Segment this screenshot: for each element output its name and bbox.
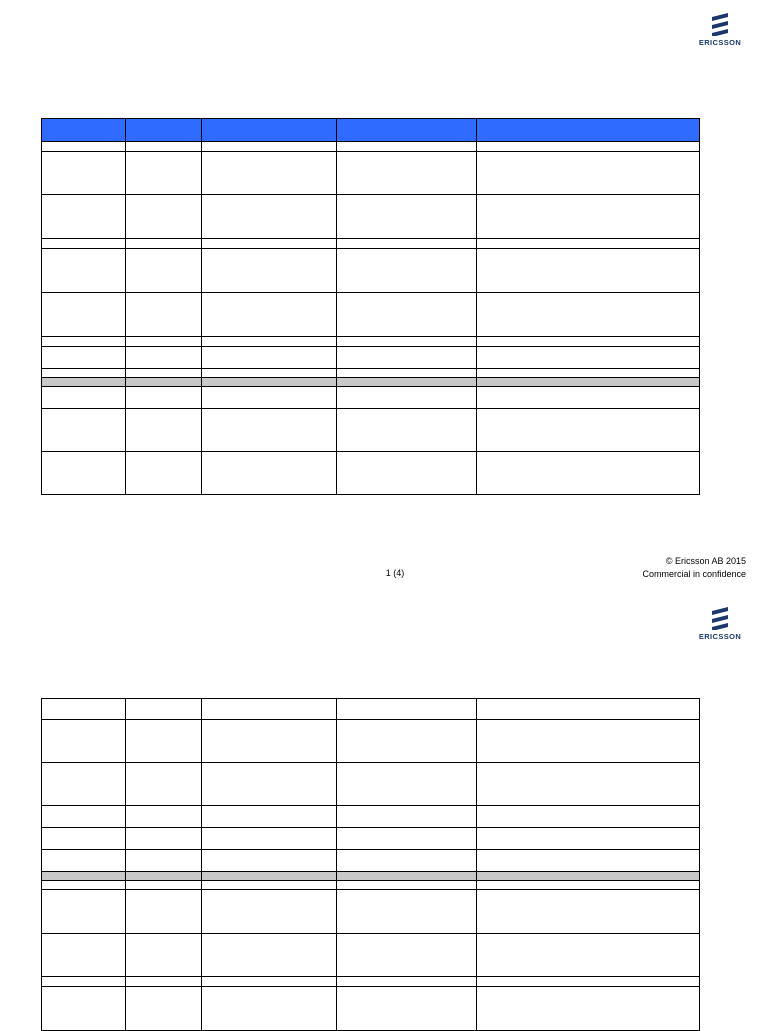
table-cell	[42, 977, 126, 987]
table-row	[42, 347, 700, 369]
table-row	[42, 934, 700, 977]
table-row	[42, 699, 700, 720]
table-cell	[202, 142, 337, 152]
table-cell	[42, 142, 126, 152]
table-cell	[477, 806, 700, 828]
table-row	[42, 409, 700, 452]
table-cell	[337, 239, 477, 249]
table-cell	[42, 152, 126, 195]
table-cell	[202, 720, 337, 763]
ericsson-logo	[696, 606, 744, 646]
table-cell	[126, 763, 202, 806]
table-cell	[477, 720, 700, 763]
table-cell	[42, 293, 126, 337]
table-cell	[477, 195, 700, 239]
table-cell	[126, 152, 202, 195]
table-cell	[202, 890, 337, 934]
table-cell	[477, 763, 700, 806]
table-cell	[42, 452, 126, 495]
header-cell	[42, 119, 126, 142]
table-cell	[126, 239, 202, 249]
table-cell	[337, 872, 477, 881]
table-cell	[337, 699, 477, 720]
table-row	[42, 337, 700, 347]
table-cell	[337, 152, 477, 195]
table-cell	[477, 890, 700, 934]
table-cell	[42, 872, 126, 881]
table-cell	[337, 828, 477, 850]
table-cell	[126, 699, 202, 720]
table-cell	[337, 409, 477, 452]
table-cell	[337, 378, 477, 387]
table-cell	[477, 850, 700, 872]
table-cell	[42, 249, 126, 293]
table-cell	[337, 452, 477, 495]
table-cell	[337, 890, 477, 934]
table-cell	[42, 806, 126, 828]
table-cell	[42, 881, 126, 890]
table-cell	[42, 828, 126, 850]
table-cell	[126, 977, 202, 987]
table-row	[42, 239, 700, 249]
table-row	[42, 806, 700, 828]
table-cell	[337, 142, 477, 152]
table-header-row	[42, 119, 700, 142]
table-cell	[126, 337, 202, 347]
table-cell	[126, 890, 202, 934]
table-row	[42, 977, 700, 987]
table-cell	[202, 763, 337, 806]
header-cell	[202, 119, 337, 142]
data-table-page-1	[41, 118, 700, 495]
ericsson-logo-icon	[710, 12, 730, 36]
table-row	[42, 249, 700, 293]
table-cell	[126, 828, 202, 850]
table-cell	[202, 699, 337, 720]
table-cell	[202, 387, 337, 409]
table-cell	[42, 347, 126, 369]
table-cell	[42, 763, 126, 806]
table-cell	[126, 369, 202, 378]
table-cell	[477, 347, 700, 369]
table-cell	[202, 850, 337, 872]
header-cell	[126, 119, 202, 142]
table-row	[42, 152, 700, 195]
table-cell	[337, 347, 477, 369]
header-cell	[477, 119, 700, 142]
table-cell	[42, 934, 126, 977]
table-cell	[337, 934, 477, 977]
table-cell	[477, 977, 700, 987]
table-cell	[126, 378, 202, 387]
table-cell	[202, 249, 337, 293]
table-cell	[477, 249, 700, 293]
table-cell	[477, 409, 700, 452]
ericsson-logo	[696, 12, 744, 52]
table-cell	[202, 195, 337, 239]
table-cell	[477, 881, 700, 890]
table-cell	[42, 409, 126, 452]
table-cell	[126, 872, 202, 881]
table-cell	[477, 699, 700, 720]
table-cell	[42, 378, 126, 387]
table-cell	[126, 409, 202, 452]
table-cell	[42, 699, 126, 720]
table-cell	[126, 293, 202, 337]
table-cell	[337, 850, 477, 872]
table-cell	[126, 850, 202, 872]
table-cell	[337, 806, 477, 828]
table-row	[42, 142, 700, 152]
table-cell	[202, 239, 337, 249]
table-cell	[337, 977, 477, 987]
header-cell	[337, 119, 477, 142]
table-cell	[42, 720, 126, 763]
table-cell	[337, 293, 477, 337]
document-page-2	[0, 590, 768, 1024]
table-cell	[477, 872, 700, 881]
table-cell	[126, 806, 202, 828]
table-row	[42, 720, 700, 763]
table-cell	[42, 369, 126, 378]
table-cell	[42, 239, 126, 249]
table-section-row	[42, 378, 700, 387]
table-cell	[337, 763, 477, 806]
table-cell	[126, 195, 202, 239]
table-row	[42, 369, 700, 378]
table-row	[42, 890, 700, 934]
table-cell	[202, 806, 337, 828]
table-cell	[202, 347, 337, 369]
table-cell	[42, 850, 126, 872]
table-cell	[202, 452, 337, 495]
table-cell	[477, 337, 700, 347]
table-cell	[126, 142, 202, 152]
table-cell	[202, 378, 337, 387]
table-row	[42, 452, 700, 495]
table-cell	[337, 881, 477, 890]
table-cell	[337, 195, 477, 239]
page-number: 1 (4)	[385, 568, 405, 578]
table-row	[42, 293, 700, 337]
data-table-page-2	[41, 698, 700, 1031]
table-cell	[42, 195, 126, 239]
table-cell	[202, 977, 337, 987]
table-row	[42, 850, 700, 872]
table-cell	[337, 387, 477, 409]
table-cell	[126, 249, 202, 293]
table-cell	[337, 337, 477, 347]
table-row	[42, 763, 700, 806]
table-cell	[42, 337, 126, 347]
table-cell	[126, 347, 202, 369]
table-cell	[337, 249, 477, 293]
ericsson-wordmark: ERICSSON	[698, 632, 742, 641]
table-row	[42, 387, 700, 409]
table-cell	[337, 369, 477, 378]
table-cell	[477, 293, 700, 337]
table-cell	[126, 387, 202, 409]
table-cell	[126, 452, 202, 495]
table-row	[42, 195, 700, 239]
table-cell	[477, 828, 700, 850]
table-cell	[477, 142, 700, 152]
table-section-row	[42, 872, 700, 881]
ericsson-logo-icon	[710, 606, 730, 630]
table-cell	[477, 452, 700, 495]
table-cell	[202, 828, 337, 850]
table-cell	[477, 239, 700, 249]
table-cell	[202, 934, 337, 977]
table-cell	[42, 387, 126, 409]
table-cell	[126, 720, 202, 763]
table-cell	[477, 152, 700, 195]
table-cell	[126, 934, 202, 977]
table-cell	[477, 378, 700, 387]
table-cell	[202, 872, 337, 881]
table-cell	[337, 720, 477, 763]
table-cell	[202, 293, 337, 337]
table-cell	[126, 881, 202, 890]
classification-text: Commercial in confidence	[642, 569, 746, 579]
table-cell	[202, 881, 337, 890]
table-cell	[202, 337, 337, 347]
ericsson-wordmark: ERICSSON	[698, 38, 742, 47]
table-cell	[477, 369, 700, 378]
table-cell	[42, 890, 126, 934]
table-cell	[477, 387, 700, 409]
table-cell	[202, 152, 337, 195]
copyright-text: © Ericsson AB 2015	[665, 556, 746, 566]
table-row	[42, 881, 700, 890]
table-row	[42, 828, 700, 850]
table-cell	[202, 409, 337, 452]
table-cell	[202, 369, 337, 378]
table-cell	[477, 934, 700, 977]
